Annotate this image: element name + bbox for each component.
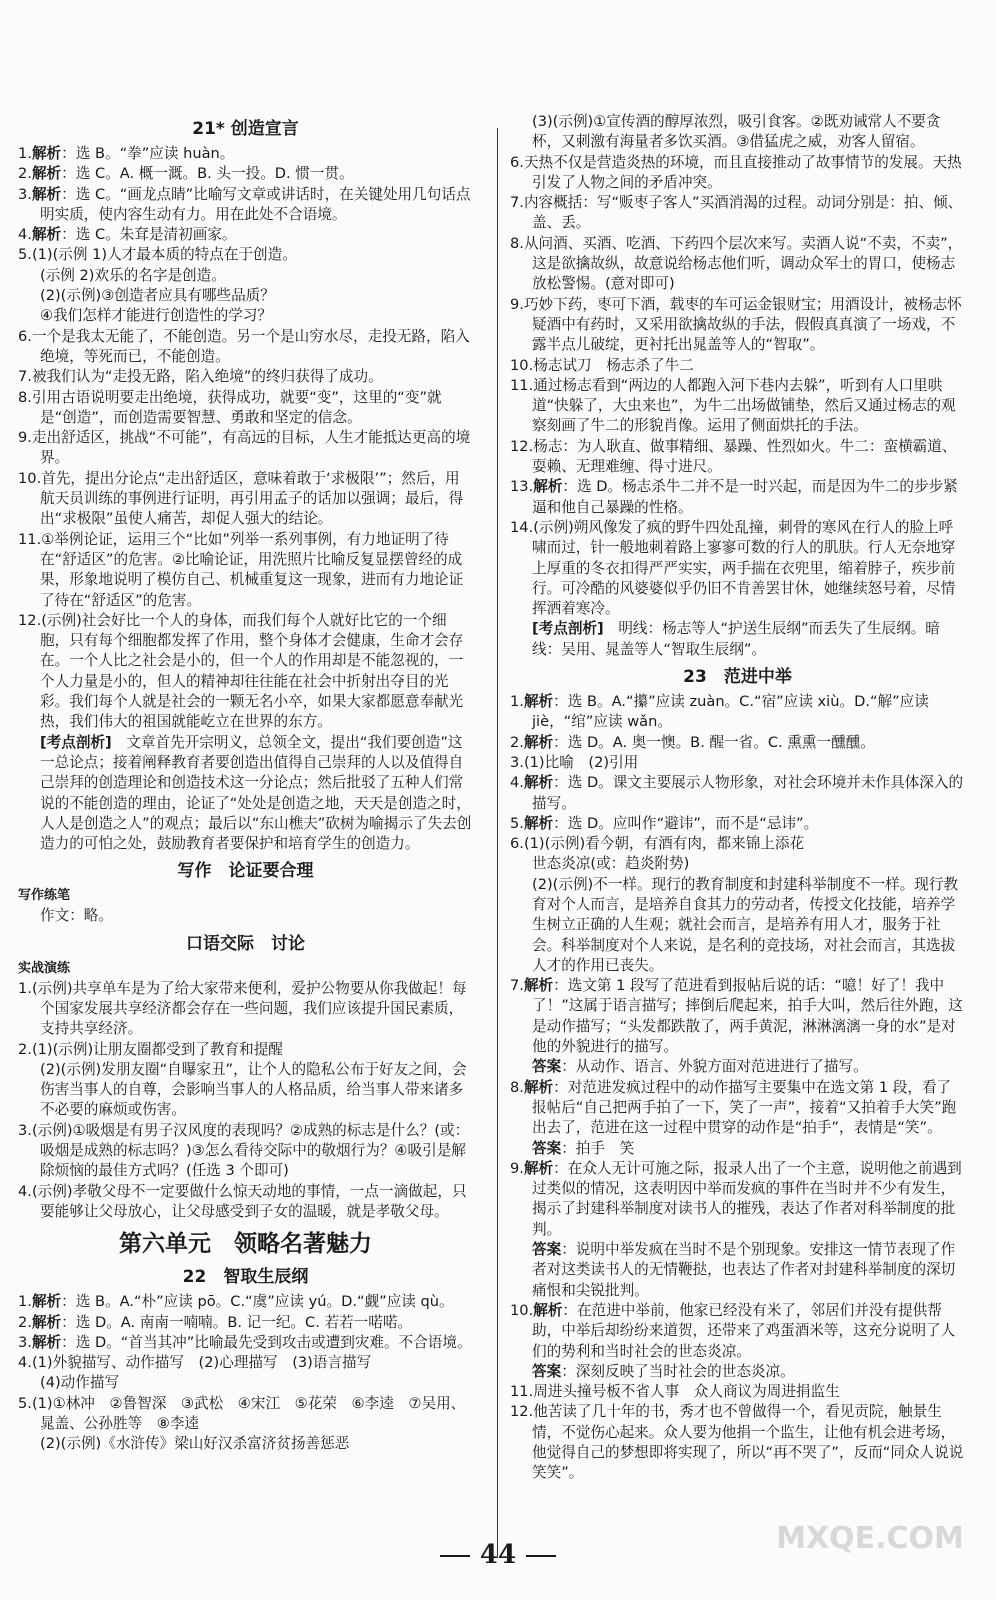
section-heading: 21* 创造宣言 (192, 119, 299, 139)
answer-item (510, 193, 965, 234)
subsection-label: 写作练笔 (18, 888, 71, 904)
item-label: 答案 (532, 1058, 562, 1076)
item-label: 解析 (31, 145, 62, 162)
item-text: (1)(示例)看今朝，有酒有肉，都来锦上添花 (523, 835, 805, 853)
section-heading: 写作 论证要合理 (177, 861, 314, 882)
answer-item (18, 1394, 473, 1435)
section-heading: 22 智取生辰纲 (182, 1267, 309, 1288)
item-text: ：选 C。A. 概一溉。B. 头一投。D. 惯一贯。 (61, 165, 354, 183)
answer-item (510, 814, 965, 834)
item-number: 13. (510, 478, 534, 496)
item-label: 解析 (523, 814, 554, 832)
item-text: (3)(示例)①宣传酒的醇厚浓烈，吸引食客。②既劝诫常人不要贪杯，又刺激有海量者多饮买酒。③借猛虎之威，劝客人留宿。 (532, 113, 941, 151)
item-number: 14. (510, 518, 534, 536)
item-text: (2)(示例)③创造者应具有哪些品质？ (40, 287, 275, 305)
item-label: 解析 (31, 185, 62, 203)
item-text: ：说明中举发疯在当时不是个别现象。安排这一情节表现了作者对这类读书人的无情鞭挞，也表达了作者对封建科举制度的深切痛恨和尖锐批判。 (532, 1241, 956, 1299)
item-number: 8. (510, 1078, 524, 1096)
watermark-text: MXQE.COM (776, 1521, 964, 1556)
item-label: 解析 (523, 693, 554, 711)
answer-item (510, 295, 965, 356)
answer-item (18, 1182, 473, 1223)
item-number: 12. (18, 611, 42, 629)
answer-item (510, 1240, 965, 1301)
item-text: ：选 C。“画龙点睛”比喻写文章或讲话时，在关键处用几句话点明实质，使内容生动有力。用在此处不合语境。 (40, 185, 471, 223)
answer-item (18, 733, 473, 855)
answer-item (18, 144, 473, 164)
answer-item (510, 619, 965, 660)
answer-item (510, 1057, 965, 1077)
answer-item (18, 225, 473, 245)
item-number: 11. (510, 376, 534, 394)
item-number: 1. (510, 693, 524, 711)
answer-item (18, 428, 473, 469)
answer-item (18, 367, 473, 387)
answer-item (510, 753, 965, 773)
item-number: 6. (510, 835, 524, 853)
answer-item (510, 1362, 965, 1382)
item-number: 7. (510, 977, 524, 995)
item-number: 5. (510, 814, 524, 832)
item-text: (2)(示例)《水浒传》梁山好汉杀富济贫扬善惩恶 (40, 1435, 350, 1453)
answer-item (18, 164, 473, 184)
item-label: 解析 (523, 774, 554, 792)
answer-item (18, 1434, 473, 1454)
item-text: (示例)孝敬父母不一定要做什么惊天动地的事情，一点一滴做起，只要能够让父母放心，让父母感受到子女的温暖，就是孝敬父母。 (31, 1182, 467, 1220)
item-number: 10. (18, 469, 42, 487)
answer-item (18, 906, 473, 926)
item-label: 解析 (31, 1333, 62, 1351)
item-text: ：选文第 1 段写了范进看到报帖后说的话：“噫！好了！我中了！”这属于语言描写；摔倒后爬起来，拍手大叫，然后往外跑，这是动作描写；“头发都跌散了，两手黄泥，淋淋漓漓一身的水”是对他的外貌进行的描写。 (532, 977, 963, 1056)
answer-item (18, 266, 473, 286)
item-text: 杨志试刀 杨志杀了牛二 (533, 356, 694, 374)
item-text: 从问酒、买酒、吃酒、下药四个层次来写。卖酒人说“不卖，不卖”，这是欲擒故纵，故意说给杨志他们听，调动众军士的胃口，使杨志放松警惕。(意对即可) (523, 234, 963, 293)
answer-item (510, 733, 965, 753)
footer-dash-left (440, 1555, 470, 1557)
item-text: 引用古语说明要走出绝境，获得成功，就要“变”，这里的“变”就是“创造”，而创造需要智慧、勇敢和坚定的信念。 (31, 388, 442, 426)
item-text: (2)(示例)不一样。现行的教育制度和封建科举制度不一样。现行教育对个人而言，是培养自食其力的劳动者，传授文化技能，培养学生树立正确的人生观；就社会而言，是培养有用人才，服务于社会。科举制度对个人来说，是名利的竞技场，对社会而言，其选拔人才的作用已丧失。 (532, 875, 959, 974)
item-text: ：选 B。“拳”应读 huàn。 (61, 145, 235, 162)
item-text: 内容概括：写“贩枣子客人”买酒消渴的过程。动词分别是：拍、倾、盖、丢。 (523, 194, 963, 232)
item-number: 9. (18, 429, 32, 447)
item-text: ：选 D。杨志杀牛二并不是一时兴起，而是因为牛二的步步紧逼和他自己暴躁的性格。 (532, 478, 958, 516)
item-text: (1)①林冲 ②鲁智深 ③武松 ④宋江 ⑤花荣 ⑥李逵 ⑦吴用、晁盖、公孙胜等 ⑧李逵 (31, 1394, 466, 1433)
item-label: 答案 (532, 1241, 562, 1259)
item-text: ：对范进发疯过程中的动作描写主要集中在选文第 1 段，看了报帖后“自己把两手拍了一下，笑了一声”，接着“又拍着手大笑”跑出去了，范进在这一过程中贯穿的动作是“拍手”，表情是“笑”。 (532, 1078, 957, 1137)
item-number: 6. (510, 153, 524, 171)
item-number: 5. (18, 246, 32, 264)
item-number: 9. (510, 1159, 524, 1177)
item-number: 10. (510, 1301, 534, 1319)
item-text: 被我们认为“走投无路，陷入绝境”的终归获得了成功。 (31, 368, 383, 386)
item-text: 作文：略。 (40, 907, 113, 925)
item-text: 天热不仅是营造炎热的环境，而且直接推动了故事情节的发展。天热引发了人物之间的矛盾冲突。 (523, 153, 962, 191)
item-text: 首先，提出分论点“走出舒适区，意味着敢于‘求极限’”；然后，用航天员训练的事例进行证明，再引用孟子的话加以强调；最后，得出“求极限”虽使人痛苦，却促人强大的结论。 (40, 469, 464, 528)
item-text: ：从动作、语言、外貌方面对范进进行了描写。 (561, 1058, 868, 1076)
answer-item (510, 834, 965, 854)
item-text: ：拍手 笑 (561, 1139, 635, 1157)
item-number: 1. (18, 145, 32, 162)
item-text: (示例)①吸烟是有男子汉风度的表现吗？②成熟的标志是什么？(或：吸烟是成熟的标志吗？)③怎么看待交际中的敬烟行为？④吸引是解除烦恼的最佳方式吗？(任选 3 个即可) (31, 1121, 470, 1180)
item-label: [考点剖析] (40, 733, 112, 751)
subsection-label: 实战演练 (18, 960, 71, 976)
item-text: (1)外貌描写、动作描写 (2)心理描写 (3)语言描写 (31, 1354, 372, 1372)
answer-item (510, 112, 965, 153)
item-label: 解析 (31, 1293, 62, 1311)
item-number: 8. (18, 388, 32, 406)
item-text: 一个是我太无能了，不能创造。另一个是山穷水尽，走投无路，陷入绝境，等死而已，不能创造。 (31, 327, 470, 365)
answer-item (18, 1333, 473, 1353)
item-text: ：深刻反映了当时社会的世态炎凉。 (561, 1362, 795, 1380)
item-text: 杨志：为人耿直、做事精细、暴躁、性烈如火。牛二：蛮横霸道、耍赖、无理难缠、得寸进尺。 (532, 437, 957, 476)
item-number: 2. (510, 733, 524, 751)
item-number: 4. (510, 774, 524, 792)
item-text: ①举例论证，运用三个“比如”列举一系列事例，有力地证明了待在“舒适区”的危害。②比喻论证，用洗照片比喻反复显摆曾经的成果，形象地说明了模仿自己、机械重复这一现象，进而有力地论证了待在“舒适区”的危害。 (40, 530, 464, 609)
item-label: 解析 (533, 1301, 563, 1319)
item-text: (1)(示例)让朋友圈都受到了教育和提醒 (31, 1040, 283, 1058)
item-number: 4. (18, 1354, 32, 1372)
item-label: 解析 (523, 1159, 554, 1177)
answer-item (18, 327, 473, 368)
item-text: (2)(示例)发朋友圈“自曝家丑”，让个人的隐私公布于好友之间，会伤害当事人的自尊，会影响当事人的人格品质，给当事人带来诸多不必要的麻烦或伤害。 (40, 1060, 467, 1119)
answer-item (510, 1402, 965, 1483)
watermark-logo (770, 1490, 970, 1585)
item-number: 2. (18, 1313, 32, 1331)
answer-item (18, 1292, 473, 1312)
item-text: ：选 D。“首当其冲”比喻最先受到攻击或遭到灾难。不合语境。 (61, 1333, 472, 1351)
item-text: (1)比喻 (2)引用 (523, 753, 639, 771)
item-number: 4. (18, 226, 32, 244)
item-text: ：选 D。应叫作“避讳”，而不是“忌讳”。 (553, 814, 819, 832)
answer-item (510, 976, 965, 1057)
item-text: ④我们怎样才能进行创造性的学习？ (40, 307, 272, 325)
answer-item (18, 469, 473, 530)
item-text: 世态炎凉(或：趋炎附势) (532, 855, 690, 873)
item-number: 12. (510, 437, 534, 455)
item-label: [考点剖析] (532, 620, 604, 638)
answer-item (18, 388, 473, 429)
item-number: 10. (510, 356, 534, 374)
answer-item (18, 1353, 473, 1373)
answer-item (510, 1382, 965, 1402)
item-number: 3. (18, 185, 32, 203)
item-number: 11. (18, 530, 42, 548)
item-text: (4)动作描写 (40, 1374, 120, 1392)
unit-heading: 第六单元 领略名著魅力 (119, 1231, 372, 1258)
item-label: 解析 (523, 1078, 554, 1096)
answer-item (510, 1139, 965, 1159)
item-number: 11. (510, 1383, 534, 1401)
item-text: ：选 B。A.“朴”应读 pō。C.“虞”应读 yú。D.“觑”应读 qù。 (61, 1293, 454, 1311)
answer-item (18, 979, 473, 1040)
answer-item (510, 234, 965, 295)
item-number: 12. (510, 1403, 534, 1421)
answer-item (18, 1040, 473, 1060)
answer-item (510, 692, 965, 733)
item-label: 解析 (533, 478, 563, 496)
answer-item (18, 1121, 473, 1182)
answer-item (18, 306, 473, 326)
item-label: 解析 (523, 977, 554, 995)
item-label: 解析 (31, 226, 62, 244)
item-label: 解析 (31, 1313, 62, 1331)
left-column (18, 112, 473, 1455)
item-number: 3. (510, 753, 524, 771)
answer-item (18, 530, 473, 611)
section-heading: 口语交际 讨论 (186, 933, 305, 954)
item-number: 2. (18, 165, 32, 183)
item-number: 4. (18, 1182, 32, 1200)
answer-item (18, 611, 473, 733)
item-text: (示例)朔风像发了疯的野牛四处乱撞，刺骨的寒风在行人的脸上呼啸而过，针一般地刺着路上寥寥可数的行人的肌肤。行人无奈地穿上厚重的冬衣扣得严严实实，两手揣在衣兜里，缩着脖子，疾步前行。可冷酷的风婆婆似乎仍旧不肯善罢甘休，她继续怒号着，尽情挥洒着寒冷。 (532, 518, 956, 618)
item-label: 答案 (532, 1139, 562, 1157)
item-text: ：选 D。A. 南南一喃喃。B. 记一纪。C. 若若一喏喏。 (61, 1313, 413, 1331)
item-text: 通过杨志看到“两边的人都跑入河下巷内去躲”，听到有人口里哄道“快躲了，大虫来也”，为牛二出场做铺垫，然后又通过杨志的观察刻画了牛二的形貌肖像。运用了侧面烘托的手法。 (532, 376, 956, 435)
item-text: (示例)社会好比一个人的身体，而我们每个人就好比它的一个细胞，只有每个细胞都发挥了作用，整个身体才会健康，生命才会存在。一个人比之社会是小的，但一个人的作用却是不能忽视的，一个人力量是小的，但人的精神却往往能在社会中折射出夺目的光彩。我们每个人就是社会的一颗无名小卒，如果大家都愿意奉献光热，我们伟大的祖国就能屹立在世界的东方。 (40, 611, 464, 731)
item-text: 明线：杨志等人“护送生辰纲”而丢失了生辰纲。暗线：吴用、晁盖等人“智取生辰纲”。 (532, 620, 940, 658)
answer-item (510, 875, 965, 976)
item-text: ：选 D。课文主要展示人物形象，对社会环境并未作具体深入的描写。 (532, 774, 964, 812)
section-heading: 23 范进中举 (683, 667, 792, 688)
column-divider (497, 128, 498, 1558)
item-text: 周进头撞号板不省人事 众人商议为周进捐监生 (533, 1383, 840, 1401)
answer-item (18, 286, 473, 306)
answer-item (18, 1373, 473, 1393)
answer-item (510, 773, 965, 814)
item-label: 解析 (31, 165, 62, 183)
item-number: 8. (510, 234, 524, 252)
answer-item (18, 245, 473, 265)
item-text: ：选 B。A.“攥”应读 zuàn。C.“宿”应读 xiù。D.“解”应读 jiè，“绾”应读 wǎn。 (532, 693, 929, 731)
answer-item (510, 477, 965, 518)
answer-item (18, 185, 473, 226)
answer-item (510, 1301, 965, 1362)
item-label: 解析 (523, 733, 554, 751)
answer-item (510, 854, 965, 874)
item-label: 答案 (532, 1362, 562, 1380)
item-number: 7. (510, 194, 524, 212)
item-number: 1. (18, 979, 32, 997)
item-text: 他苦读了几十年的书，秀才也不曾做得一个，看见贡院，触景生情，不觉伤心起来。众人要为他捐一个监生，让他有机会进考场，他觉得自己的梦想即将实现了，所以“再不哭了”，反而“同众人说说笑笑”。 (532, 1403, 964, 1482)
answer-item (510, 518, 965, 619)
item-text: 走出舒适区，挑战“不可能”，有高远的目标，人生才能抵达更高的境界。 (31, 429, 471, 467)
answer-item (510, 153, 965, 194)
item-number: 3. (18, 1121, 32, 1139)
item-number: 5. (18, 1394, 32, 1412)
item-text: (示例 2)欢乐的名字是创造。 (40, 266, 226, 284)
item-text: 文章首先开宗明义，总领全文，提出“我们要创造”这一总论点；接着阐释教育者要创造出值得自己崇拜的人以及值得自己崇拜的创造理论和创造技术这一分论点；然后批驳了五种人们常说的不能创造的理由，论证了“处处是创造之地，天天是创造之时，人人是创造之人”的观点；最后以“东山樵夫”砍树为喻揭示了失去创造力的可怕之处，鼓励教育者要保护和培育学生的创造力。 (40, 733, 472, 853)
answer-item (510, 437, 965, 478)
answer-item (510, 1078, 965, 1139)
item-text: ：在众人无计可施之际，报录人出了一个主意，说明他之前遇到过类似的情况，这表明因中举而发疯的事件在当时并不少有发生，揭示了封建科举制度对读书人的摧残，表达了作者对科举制度的批判。 (532, 1159, 962, 1238)
answer-item (510, 376, 965, 437)
right-column (510, 112, 965, 1484)
item-text: ：在范进中举前，他家已经没有米了，邻居们并没有提供帮助，中举后却纷纷来道贺，还带来了鸡蛋酒米等，这充分说明了人们的势利和当时社会的世态炎凉。 (532, 1301, 956, 1360)
item-text: ：选 D。A. 奥一懊。B. 醒一省。C. 熏熏一醺醺。 (553, 733, 875, 751)
answer-item (18, 1060, 473, 1121)
item-number: 3. (18, 1333, 32, 1351)
footer-dash-right (526, 1555, 556, 1557)
item-number: 1. (18, 1293, 32, 1311)
answer-item (510, 356, 965, 376)
answer-item (510, 1159, 965, 1240)
item-number: 7. (18, 368, 32, 386)
item-number: 2. (18, 1040, 32, 1058)
item-text: ：选 C。朱耷是清初画家。 (61, 226, 237, 244)
item-text: (1)(示例 1)人才最本质的特点在于创造。 (31, 246, 297, 264)
item-number: 6. (18, 327, 32, 345)
item-number: 9. (510, 295, 524, 313)
item-text: 巧妙下药，枣可下酒，载枣的车可运金银财宝；用酒设计，被杨志怀疑酒中有药时，又采用欲擒故纵的手法，假假真真演了一场戏，不露半点儿破绽，更衬托出晁盖等人的“智取”。 (523, 295, 962, 354)
item-text: (示例)共享单车是为了给大家带来便利，爱护公物要从你我做起！每个国家发展共享经济都会存在一些问题，我们应该提升国民素质，支持共享经济。 (31, 979, 467, 1038)
page-number: 44 (479, 1540, 517, 1570)
answer-item (18, 1313, 473, 1333)
